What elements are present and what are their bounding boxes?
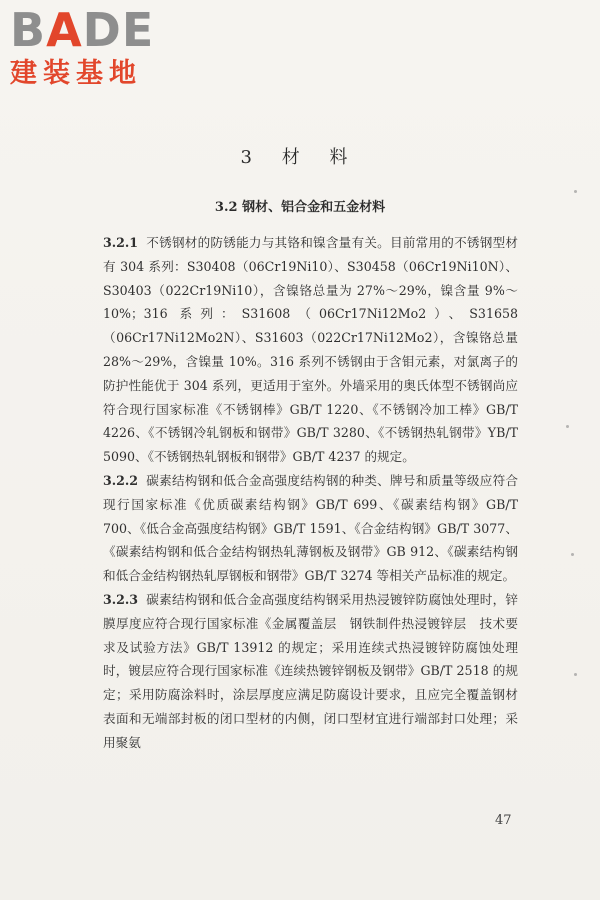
- logo-subtitle: 建装基地: [10, 58, 142, 89]
- clause-paragraph: [103, 469, 518, 588]
- chapter-title: 3 材 料: [240, 147, 360, 168]
- logo-wordmark: [10, 4, 180, 56]
- clause-text: 不锈钢材的防锈能力与其铬和镍含量有关。目前常用的不锈钢型材有 304 系列：S30408（06Cr19Ni10）、S30458（06Cr19Ni10N）、S30403（022Cr19Ni10），含镍铬总量为 27%～29%，镍含量 9%～10%；316 系列：S31608（06Cr17Ni12Mo2）、S31658（06Cr17Ni12Mo2N）、S31603（022Cr17Ni12Mo2），含镍铬总量 28%～29%，含镍量 10%。316 系列不锈钢由于含钼元素，对氯离子的防护性能优于 304 系列，更适用于室外。外墙采用的奥氏体型不锈钢尚应符合现行国家标准《不锈钢棒》GB/T 1220、《不锈钢冷加工棒》GB/T 4226、《不锈钢冷轧钢板和钢带》GB/T 3280、《不锈钢热轧钢带》YB/T 5090、《不锈钢热轧钢板和钢带》GB/T 4237 的规定。: [103, 235, 518, 465]
- body-text: [103, 231, 518, 755]
- section-title: 3.2 钢材、铝合金和五金材料: [214, 200, 386, 215]
- clause-paragraph: [103, 588, 518, 755]
- logo-accent-letter: A: [46, 3, 83, 57]
- clause-number: 3.2.3: [103, 591, 139, 607]
- brand-logo: [10, 4, 180, 99]
- clause-number: 3.2.2: [103, 472, 139, 488]
- scan-speck: [574, 190, 577, 193]
- scan-speck: [566, 425, 569, 428]
- logo-letter: E: [121, 3, 155, 57]
- logo-letter: B: [10, 3, 47, 57]
- logo-letter: D: [82, 3, 122, 57]
- page-number: 47: [495, 813, 512, 828]
- scan-speck: [574, 673, 577, 676]
- clause-text: 碳素结构钢和低合金高强度结构钢的种类、牌号和质量等级应符合现行国家标准《优质碳素结构钢》GB/T 699、《碳素结构钢》GB/T 700、《低合金高强度结构钢》GB/T 1591、《合金结构钢》GB/T 3077、《碳素结构钢和低合金结构钢热轧薄钢板及钢带》GB 912、《碳素结构钢和低合金结构钢热轧厚钢板和钢带》GB/T 3274 等相关产品标准的规定。: [103, 472, 518, 584]
- clause-paragraph: [103, 231, 518, 469]
- clause-number: 3.2.1: [103, 235, 139, 250]
- scan-speck: [571, 553, 574, 556]
- clause-text: 碳素结构钢和低合金高强度结构钢采用热浸镀锌防腐蚀处理时，锌膜厚度应符合现行国家标准《金属覆盖层 钢铁制件热浸镀锌层 技术要求及试验方法》GB/T 13912 的规定；采用连续式热浸镀锌防腐蚀处理时，镀层应符合现行国家标准《连续热镀锌钢板及钢带》GB/T 2518 的规定；采用防腐涂料时，涂层厚度应满足防腐设计要求，且应完全覆盖钢材表面和无端部封板的闭口型材的内侧，闭口型材宜进行端部封口处理；采用聚氨: [103, 591, 518, 750]
